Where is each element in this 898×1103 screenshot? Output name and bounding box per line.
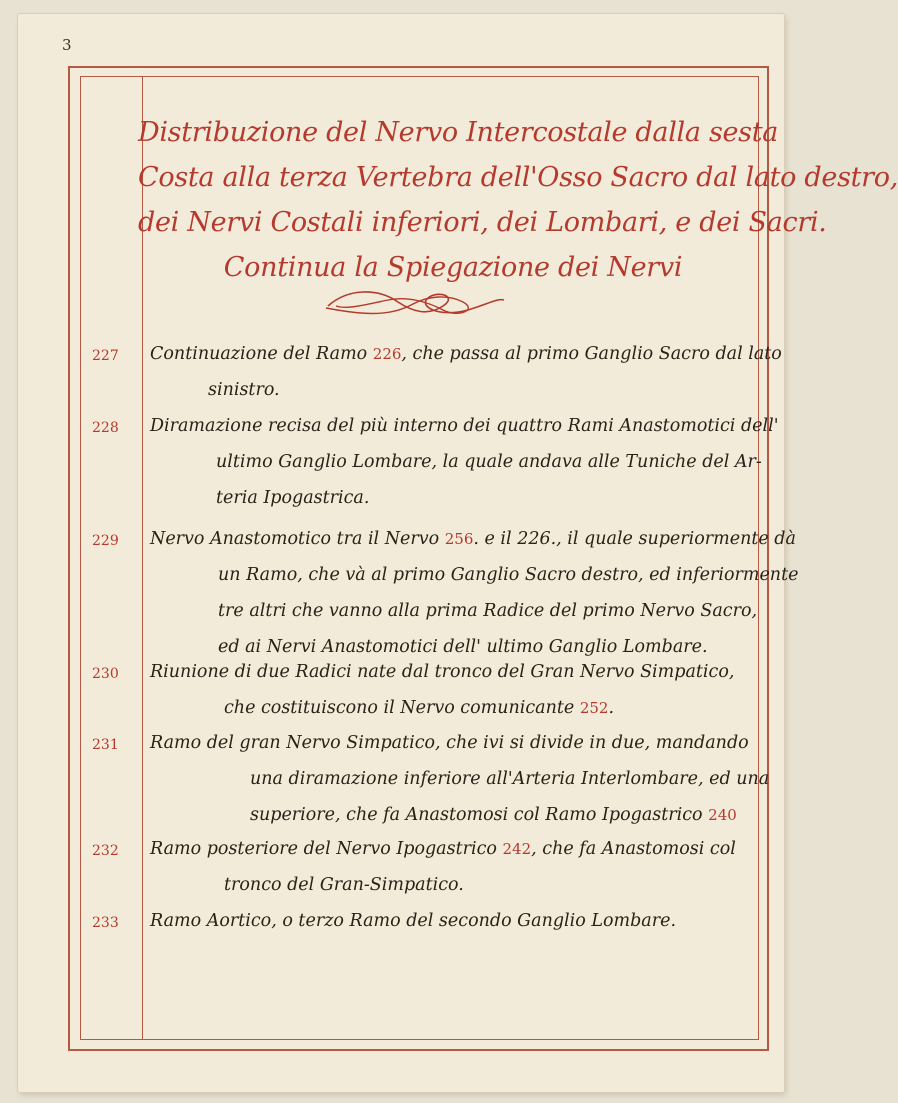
- entry-text-segment: Nervo Anastomotico tra il Nervo: [150, 529, 445, 549]
- entry-text-segment: Diramazione recisa del più interno dei quattro Rami Anastomotici dell': [150, 416, 779, 436]
- manuscript-page: [18, 14, 898, 1092]
- entry-text-segment: superiore, che fa Anastomosi col Ramo Ipogastrico: [250, 805, 709, 825]
- entry-number: 228: [92, 420, 119, 436]
- entry-text-segment: Continuazione del Ramo: [150, 344, 373, 364]
- entry-text-segment: . e il 226., il quale superiormente dà: [473, 529, 796, 549]
- entry-line: [216, 488, 369, 508]
- entry-number: 231: [92, 737, 119, 753]
- entry-text-segment: tre altri che vanno alla prima Radice del primo Nervo Sacro,: [218, 601, 758, 621]
- entry-line: [150, 662, 734, 682]
- entry-line: [216, 452, 762, 472]
- entry-text-segment: Ramo Aortico, o terzo Ramo del secondo Ganglio Lombare.: [150, 911, 677, 931]
- figure-reference-number: 226: [372, 345, 402, 363]
- entry-text-segment: Ramo del gran Nervo Simpatico, che ivi si divide in due, mandando: [150, 733, 749, 753]
- figure-reference-number: 242: [502, 840, 532, 858]
- entry-text-segment: una diramazione inferiore all'Arteria Interlombare, ed una: [250, 769, 770, 789]
- entry-number: 229: [92, 533, 119, 549]
- entry-line: [150, 733, 749, 753]
- entry-line: [218, 601, 757, 621]
- entry-text-segment: Riunione di due Radici nate dal tronco del Gran Nervo Simpatico,: [150, 662, 735, 682]
- entry-text-segment: ultimo Ganglio Lombare, la quale andava alle Tuniche del Ar-: [216, 452, 762, 472]
- entry-line: [150, 839, 736, 859]
- entry-text-segment: un Ramo, che và al primo Ganglio Sacro destro, ed inferiormente: [218, 565, 799, 585]
- entry-line: [224, 698, 614, 718]
- entry-line: [250, 769, 769, 789]
- figure-reference-number: 240: [708, 806, 737, 824]
- entry-line: [218, 565, 798, 585]
- entry-number: 233: [92, 915, 119, 931]
- entry-number: 230: [92, 666, 119, 682]
- figure-reference-number: 252: [579, 699, 609, 717]
- entry-text-segment: tronco del Gran-Simpatico.: [224, 875, 464, 895]
- entry-number: 227: [92, 348, 119, 364]
- calligraphic-flourish: [318, 284, 508, 324]
- entry-line: [150, 911, 676, 931]
- entry-number: 232: [92, 843, 119, 859]
- entry-text-segment: , che fa Anastomosi col: [531, 839, 736, 859]
- entry-line: [218, 637, 708, 657]
- title-line: dei Nervi Costali inferiori, dei Lombari, e dei Sacri.: [138, 207, 827, 238]
- entry-text-segment: Ramo posteriore del Nervo Ipogastrico: [150, 839, 503, 859]
- title-line: Continua la Spiegazione dei Nervi: [223, 252, 683, 283]
- entry-line: [150, 529, 796, 549]
- figure-reference-number: 256: [444, 530, 474, 548]
- page-number: 3: [62, 36, 72, 54]
- entry-line: [224, 875, 464, 895]
- entry-line: [150, 344, 782, 364]
- entry-line: [250, 805, 737, 825]
- page-title: [138, 110, 898, 290]
- entry-line: [208, 380, 280, 400]
- entry-text-segment: teria Ipogastrica.: [216, 488, 370, 508]
- title-line: Distribuzione del Nervo Intercostale dalla sesta: [138, 117, 779, 148]
- entry-text-segment: , che passa al primo Ganglio Sacro dal lato: [401, 344, 782, 364]
- entry-text-segment: sinistro.: [208, 380, 280, 400]
- entry-line: [150, 416, 779, 436]
- title-line: Costa alla terza Vertebra dell'Osso Sacro dal lato destro,: [138, 162, 898, 193]
- entry-text-segment: ed ai Nervi Anastomotici dell' ultimo Ganglio Lombare.: [218, 637, 708, 657]
- entry-text-segment: che costituiscono il Nervo comunicante: [224, 698, 580, 718]
- entry-text-segment: .: [608, 698, 615, 718]
